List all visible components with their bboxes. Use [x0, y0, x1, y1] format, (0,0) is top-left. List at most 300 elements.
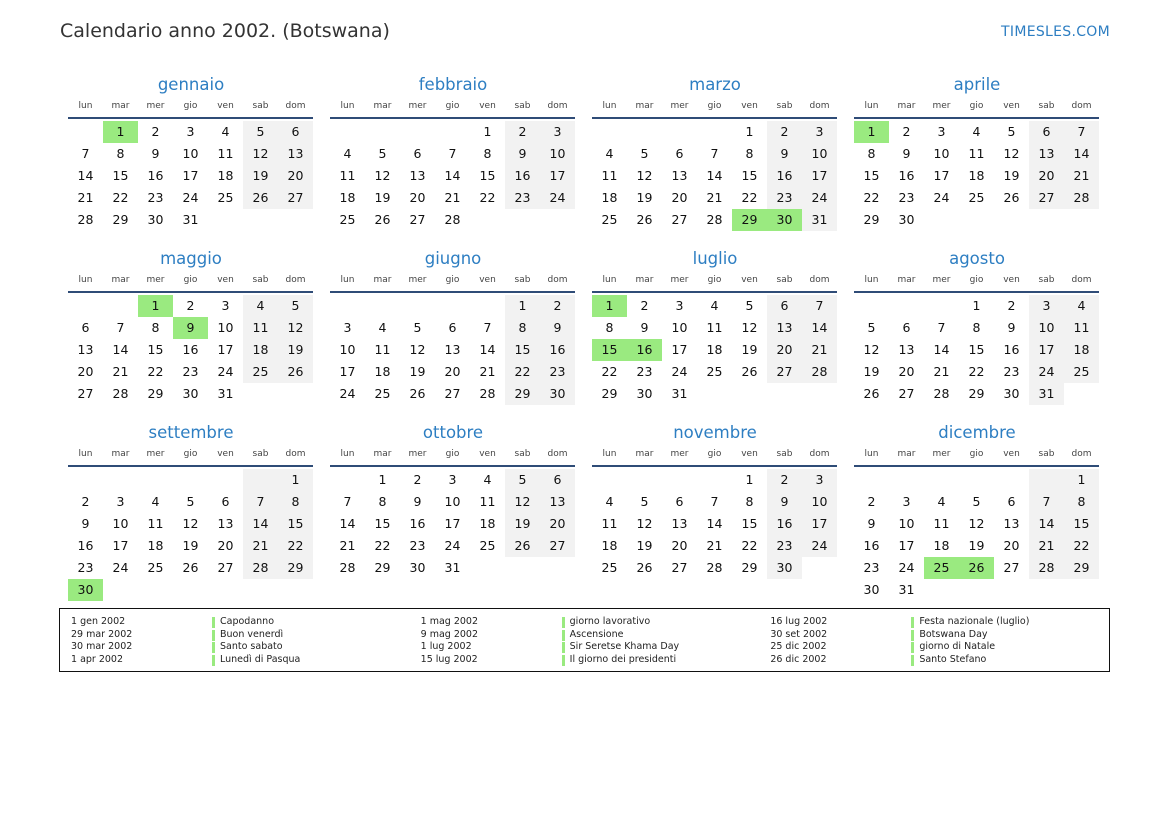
day-cell: 26	[278, 361, 313, 383]
month-febbraio	[330, 72, 576, 246]
day-cell: 10	[802, 491, 837, 513]
day-cell: 25	[339, 212, 356, 227]
holiday-date: 1 apr 2002	[71, 653, 124, 665]
weekday-label: mar	[373, 275, 392, 285]
day-cell: 24	[540, 187, 575, 209]
day-cell: 25	[924, 557, 959, 579]
legend-column	[759, 609, 1109, 671]
day-cell: 13	[1029, 143, 1064, 165]
day-cell: 22	[1064, 535, 1099, 557]
day-cell: 14	[706, 516, 723, 531]
day-cell: 17	[1029, 339, 1064, 361]
weekday-label: mer	[146, 275, 165, 285]
month-name: aprile	[953, 75, 1001, 94]
weekday-label: sab	[514, 101, 531, 111]
weekday-label: sab	[252, 449, 269, 459]
weekday-label: mer	[408, 275, 427, 285]
legend-row	[759, 654, 1109, 667]
empty-cell	[243, 383, 278, 405]
day-cell: 12	[182, 516, 199, 531]
day-cell: 17	[217, 342, 234, 357]
weekday-label: mer	[408, 449, 427, 459]
weekday-label: dom	[1071, 449, 1092, 459]
holiday-date: 29 mar 2002	[71, 628, 133, 640]
empty-cell	[732, 383, 767, 405]
month-name: luglio	[692, 249, 738, 268]
day-cell: 19	[182, 538, 199, 553]
day-cell: 17	[112, 538, 129, 553]
day-cell: 26	[505, 535, 540, 557]
weekday-label: dom	[285, 449, 306, 459]
day-cell: 1	[483, 124, 492, 139]
day-cell: 29	[278, 557, 313, 579]
weekday-label: gio	[969, 449, 984, 459]
day-cell: 16	[863, 538, 880, 553]
day-cell: 8	[378, 494, 387, 509]
empty-cell	[330, 469, 365, 491]
weekday-label: mar	[897, 101, 916, 111]
day-cell: 15	[741, 168, 758, 183]
day-cell: 4	[378, 320, 387, 335]
day-cell: 29	[147, 386, 164, 401]
day-cell: 3	[675, 298, 684, 313]
month-name: giugno	[424, 249, 482, 268]
day-cell: 8	[745, 494, 754, 509]
day-cell: 9	[413, 494, 422, 509]
day-cell: 27	[671, 560, 688, 575]
day-cell: 6	[221, 494, 230, 509]
empty-cell	[994, 469, 1029, 491]
day-cell: 18	[147, 538, 164, 553]
day-cell: 18	[933, 538, 950, 553]
day-cell: 11	[243, 317, 278, 339]
weekday-label: mar	[111, 101, 130, 111]
day-cell: 6	[540, 469, 575, 491]
day-cell: 3	[116, 494, 125, 509]
month-name: dicembre	[938, 423, 1016, 442]
day-cell: 4	[605, 146, 614, 161]
month-luglio	[592, 246, 838, 420]
empty-cell	[802, 383, 837, 405]
empty-cell	[400, 121, 435, 143]
weekday-label: mer	[932, 101, 951, 111]
day-cell: 17	[671, 342, 688, 357]
weekday-label: gio	[445, 449, 460, 459]
day-cell: 30	[1003, 386, 1020, 401]
day-cell: 1	[505, 295, 540, 317]
holiday-name: Capodanno	[220, 616, 275, 627]
day-cell: 5	[505, 469, 540, 491]
day-cell: 13	[540, 491, 575, 513]
day-cell: 10	[182, 146, 199, 161]
day-cell: 2	[867, 494, 876, 509]
empty-cell	[278, 209, 313, 231]
day-cell: 17	[802, 513, 837, 535]
day-cell: 17	[339, 364, 356, 379]
day-cell: 4	[151, 494, 160, 509]
day-cell: 26	[636, 560, 653, 575]
day-cell: 15	[147, 342, 164, 357]
day-cell: 29	[374, 560, 391, 575]
day-cell: 8	[116, 146, 125, 161]
empty-cell	[697, 469, 732, 491]
holiday-marker	[911, 617, 914, 628]
day-cell: 2	[1007, 298, 1016, 313]
weekday-label: lun	[340, 101, 355, 111]
weekday-label: dom	[547, 449, 568, 459]
day-cell: 26	[374, 212, 391, 227]
day-cell: 16	[182, 342, 199, 357]
empty-cell	[243, 209, 278, 231]
day-cell: 2	[505, 121, 540, 143]
day-cell: 26	[959, 557, 994, 579]
weekday-label: lun	[864, 101, 879, 111]
day-cell: 26	[636, 212, 653, 227]
weekday-label: lun	[78, 101, 93, 111]
day-cell: 7	[483, 320, 492, 335]
day-cell: 17	[898, 538, 915, 553]
day-cell: 2	[640, 298, 649, 313]
day-cell: 22	[479, 190, 496, 205]
day-cell: 9	[540, 317, 575, 339]
day-cell: 21	[802, 339, 837, 361]
day-cell: 15	[505, 339, 540, 361]
day-cell: 25	[243, 361, 278, 383]
weekday-label: mer	[670, 449, 689, 459]
day-cell: 4	[1064, 295, 1099, 317]
day-cell: 20	[671, 538, 688, 553]
empty-cell	[924, 579, 959, 601]
day-grid	[68, 121, 314, 231]
day-cell: 28	[706, 212, 723, 227]
day-cell: 13	[217, 516, 234, 531]
day-cell: 27	[540, 535, 575, 557]
day-cell: 24	[671, 364, 688, 379]
day-grid	[592, 469, 838, 579]
day-cell: 11	[217, 146, 234, 161]
day-cell: 21	[444, 190, 461, 205]
day-cell: 7	[116, 320, 125, 335]
day-cell: 13	[444, 342, 461, 357]
day-cell: 22	[863, 190, 880, 205]
day-cell: 14	[802, 317, 837, 339]
day-cell: 23	[636, 364, 653, 379]
legend-row	[759, 629, 1109, 642]
empty-cell	[208, 469, 243, 491]
day-cell: 15	[374, 516, 391, 531]
day-cell: 18	[339, 190, 356, 205]
day-cell: 1	[103, 121, 138, 143]
holiday-date: 16 lug 2002	[770, 616, 828, 627]
holiday-date: 30 mar 2002	[71, 641, 133, 652]
day-cell: 4	[937, 494, 946, 509]
day-cell: 16	[147, 168, 164, 183]
day-cell: 28	[444, 212, 461, 227]
day-cell: 19	[636, 190, 653, 205]
day-cell: 24	[444, 538, 461, 553]
empty-cell	[400, 295, 435, 317]
weekday-label: gio	[707, 449, 722, 459]
weekday-label: ven	[1003, 101, 1020, 111]
day-cell: 29	[505, 383, 540, 405]
day-cell: 28	[77, 212, 94, 227]
weekday-label: lun	[864, 275, 879, 285]
day-cell: 31	[802, 209, 837, 231]
day-cell: 13	[671, 168, 688, 183]
day-cell: 11	[706, 320, 723, 335]
day-cell: 5	[378, 146, 387, 161]
day-cell: 22	[147, 364, 164, 379]
day-cell: 2	[540, 295, 575, 317]
day-cell: 2	[767, 121, 802, 143]
empty-cell	[924, 295, 959, 317]
weekday-label: mar	[635, 275, 654, 285]
empty-cell	[330, 295, 365, 317]
empty-cell	[278, 579, 313, 601]
weekday-label: mar	[373, 449, 392, 459]
day-cell: 24	[112, 560, 129, 575]
empty-cell	[697, 383, 732, 405]
holiday-marker	[562, 617, 565, 628]
empty-cell	[505, 209, 540, 231]
day-cell: 22	[968, 364, 985, 379]
day-cell: 12	[741, 320, 758, 335]
day-cell: 14	[444, 168, 461, 183]
weekday-label: mer	[670, 101, 689, 111]
day-grid	[68, 295, 314, 405]
day-cell: 7	[710, 494, 719, 509]
weekday-label: dom	[547, 275, 568, 285]
day-cell: 16	[627, 339, 662, 361]
day-cell: 11	[1064, 317, 1099, 339]
empty-cell	[697, 121, 732, 143]
weekday-header	[68, 98, 313, 119]
day-cell: 21	[1029, 535, 1064, 557]
month-aprile	[854, 72, 1100, 246]
day-cell: 5	[640, 146, 649, 161]
day-cell: 6	[767, 295, 802, 317]
day-cell: 1	[138, 295, 173, 317]
site-link[interactable]: TIMESLES.COM	[1001, 24, 1110, 40]
day-cell: 3	[1029, 295, 1064, 317]
day-cell: 2	[902, 124, 911, 139]
months-grid	[68, 72, 1102, 597]
empty-cell	[68, 469, 103, 491]
day-cell: 3	[802, 121, 837, 143]
day-cell: 15	[863, 168, 880, 183]
holiday-name: Ascensione	[569, 628, 624, 640]
day-cell: 19	[505, 513, 540, 535]
day-cell: 13	[409, 168, 426, 183]
day-cell: 10	[671, 320, 688, 335]
weekday-header	[592, 98, 837, 119]
day-cell: 21	[479, 364, 496, 379]
day-cell: 26	[182, 560, 199, 575]
empty-cell	[627, 121, 662, 143]
holiday-marker	[212, 655, 215, 666]
day-cell: 6	[413, 146, 422, 161]
day-cell: 3	[448, 472, 457, 487]
weekday-label: sab	[514, 275, 531, 285]
day-cell: 19	[409, 364, 426, 379]
empty-cell	[540, 209, 575, 231]
day-cell: 21	[1064, 165, 1099, 187]
day-cell: 12	[636, 168, 653, 183]
holiday-name: Santo Stefano	[919, 653, 987, 665]
day-cell: 16	[767, 513, 802, 535]
day-cell: 22	[278, 535, 313, 557]
empty-cell	[1029, 469, 1064, 491]
legend-row	[60, 641, 410, 654]
day-cell: 24	[339, 386, 356, 401]
weekday-header	[592, 272, 837, 293]
weekday-label: dom	[547, 101, 568, 111]
day-cell: 23	[182, 364, 199, 379]
day-cell: 21	[77, 190, 94, 205]
day-cell: 17	[540, 165, 575, 187]
day-cell: 1	[972, 298, 981, 313]
day-cell: 20	[1029, 165, 1064, 187]
weekday-label: sab	[776, 449, 793, 459]
weekday-label: sab	[776, 275, 793, 285]
day-cell: 23	[863, 560, 880, 575]
day-cell: 23	[77, 560, 94, 575]
month-settembre	[68, 420, 314, 597]
day-cell: 10	[339, 342, 356, 357]
month-name: ottobre	[422, 423, 484, 442]
day-cell: 16	[409, 516, 426, 531]
legend-row	[410, 654, 760, 667]
legend-row	[759, 616, 1109, 629]
weekday-label: sab	[252, 275, 269, 285]
day-cell: 25	[601, 212, 618, 227]
weekday-header	[330, 272, 575, 293]
day-cell: 10	[444, 494, 461, 509]
day-cell: 16	[77, 538, 94, 553]
weekday-label: sab	[1038, 449, 1055, 459]
legend-row	[410, 641, 760, 654]
holiday-date: 9 mag 2002	[420, 628, 479, 640]
day-cell: 17	[933, 168, 950, 183]
day-cell: 10	[112, 516, 129, 531]
day-cell: 8	[867, 146, 876, 161]
weekday-label: ven	[741, 275, 758, 285]
day-cell: 8	[605, 320, 614, 335]
day-cell: 18	[479, 516, 496, 531]
day-cell: 30	[636, 386, 653, 401]
day-cell: 28	[802, 361, 837, 383]
holiday-date: 1 lug 2002	[420, 641, 472, 652]
holiday-name: Lunedì di Pasqua	[220, 653, 301, 665]
holiday-name: Sir Seretse Khama Day	[569, 641, 680, 652]
day-cell: 10	[1029, 317, 1064, 339]
day-cell: 10	[217, 320, 234, 335]
day-cell: 24	[1029, 361, 1064, 383]
day-cell: 22	[112, 190, 129, 205]
day-cell: 9	[505, 143, 540, 165]
day-cell: 2	[186, 298, 195, 313]
holiday-date: 26 dic 2002	[770, 653, 827, 665]
day-cell: 19	[741, 342, 758, 357]
day-cell: 21	[706, 190, 723, 205]
weekday-label: lun	[340, 275, 355, 285]
day-cell: 21	[933, 364, 950, 379]
weekday-header	[592, 446, 837, 467]
legend-row	[759, 641, 1109, 654]
empty-cell	[854, 295, 889, 317]
day-cell: 12	[374, 168, 391, 183]
day-cell: 30	[863, 582, 880, 597]
day-cell: 4	[243, 295, 278, 317]
day-cell: 30	[68, 579, 103, 601]
weekday-label: mar	[111, 275, 130, 285]
day-cell: 15	[968, 342, 985, 357]
empty-cell	[627, 469, 662, 491]
day-cell: 18	[217, 168, 234, 183]
day-cell: 11	[968, 146, 985, 161]
day-cell: 19	[374, 190, 391, 205]
day-cell: 9	[173, 317, 208, 339]
holiday-marker	[562, 642, 565, 653]
day-cell: 21	[243, 535, 278, 557]
day-cell: 5	[243, 121, 278, 143]
day-cell: 6	[448, 320, 457, 335]
day-cell: 18	[243, 339, 278, 361]
day-cell: 5	[278, 295, 313, 317]
day-cell: 29	[601, 386, 618, 401]
day-cell: 1	[854, 121, 889, 143]
weekday-label: sab	[514, 449, 531, 459]
weekday-label: gio	[183, 275, 198, 285]
day-cell: 31	[217, 386, 234, 401]
weekday-label: gio	[969, 101, 984, 111]
month-name: maggio	[160, 249, 222, 268]
day-cell: 11	[601, 168, 618, 183]
weekday-header	[330, 98, 575, 119]
weekday-label: gio	[969, 275, 984, 285]
day-cell: 2	[151, 124, 160, 139]
day-cell: 28	[1064, 187, 1099, 209]
day-cell: 10	[540, 143, 575, 165]
day-cell: 12	[863, 342, 880, 357]
day-cell: 25	[479, 538, 496, 553]
month-ottobre	[330, 420, 576, 594]
day-cell: 18	[601, 538, 618, 553]
day-cell: 15	[1064, 513, 1099, 535]
empty-cell	[470, 557, 505, 579]
weekday-label: mar	[111, 449, 130, 459]
day-cell: 9	[81, 516, 90, 531]
day-cell: 14	[243, 513, 278, 535]
weekday-label: lun	[340, 449, 355, 459]
day-cell: 24	[217, 364, 234, 379]
legend-row	[410, 616, 760, 629]
holiday-marker	[212, 617, 215, 628]
day-cell: 7	[343, 494, 352, 509]
day-cell: 9	[867, 516, 876, 531]
day-cell: 11	[147, 516, 164, 531]
weekday-label: mer	[932, 449, 951, 459]
holiday-marker	[212, 630, 215, 641]
weekday-label: mer	[408, 101, 427, 111]
weekday-header	[854, 272, 1099, 293]
day-cell: 28	[479, 386, 496, 401]
day-cell: 27	[898, 386, 915, 401]
day-cell: 9	[1007, 320, 1016, 335]
day-cell: 4	[483, 472, 492, 487]
empty-cell	[592, 121, 627, 143]
weekday-label: dom	[1071, 275, 1092, 285]
